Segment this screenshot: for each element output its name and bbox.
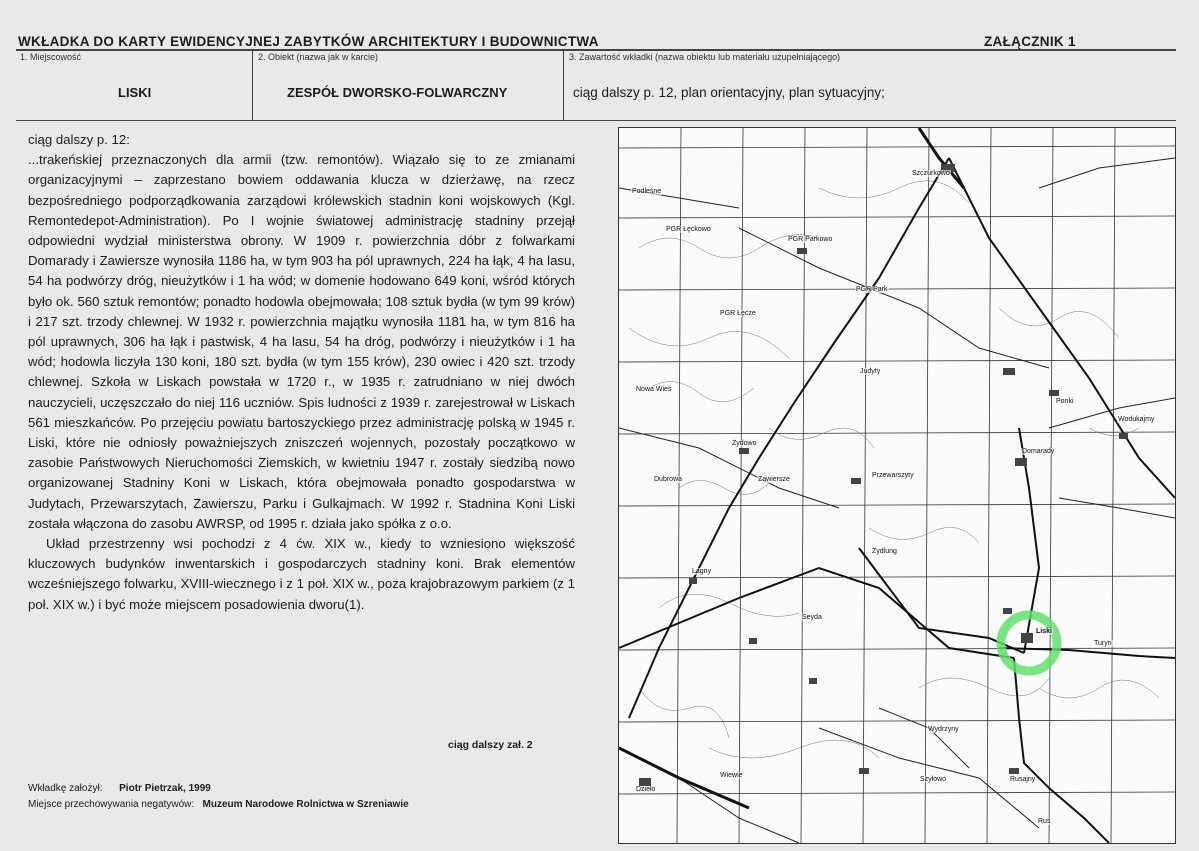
map-roads — [619, 158, 1175, 843]
content-label: 3. Zawartość wkładki (nazwa obiektu lub materiału uzupełniającego) — [569, 52, 841, 62]
map-grid — [619, 128, 1175, 843]
locality-label: 1. Miejscowość — [20, 52, 82, 62]
object-label: 2. Obiekt (nazwa jak w karcie) — [258, 52, 379, 62]
map-label-podlesne: Podleśne — [632, 188, 662, 195]
continuation-heading: ciąg dalszy p. 12: — [28, 132, 130, 147]
map-minor-roads — [619, 158, 1175, 843]
map-label-wodukajmy: Wodukajmy — [1118, 416, 1155, 423]
map-label-domarady: Domarady — [1022, 448, 1055, 455]
map-label-szczurkowo: Szczurkowo — [912, 170, 950, 177]
author-line — [28, 783, 211, 794]
locality-value: LISKI — [118, 85, 152, 100]
map-label-rusajny: Rusajny — [1010, 776, 1036, 783]
map-label-rus: Ruś — [1038, 818, 1051, 825]
map-label-seyda: Seyda — [802, 614, 822, 621]
map-label-nowa-wies: Nowa Wieś — [636, 386, 672, 393]
terrain-contours — [629, 181, 1159, 758]
map-label-wiewie: Wiewie — [720, 772, 743, 779]
author-value: Piotr Pietrzak, 1999 — [119, 783, 211, 794]
map-label-pgr-park: PGR Park — [856, 286, 888, 293]
author-label: Wkładkę założył: — [28, 783, 103, 794]
object-value: ZESPÓŁ DWORSKO-FOLWARCZNY — [287, 85, 508, 100]
map-label-zydlung: Zydlung — [872, 548, 897, 555]
attachment-number: ZAŁĄCZNIK 1 — [984, 34, 1076, 49]
negatives-value: Muzeum Narodowe Rolnictwa w Szreniawie — [202, 799, 409, 810]
field-divider-2 — [563, 50, 564, 120]
card-title: WKŁADKA DO KARTY EWIDENCYJNEJ ZABYTKÓW ARCHITEKTURY I BUDOWNICTWA — [18, 34, 599, 49]
header-top-rule — [16, 49, 1176, 51]
map-label-dzielo: Dzieło — [636, 786, 656, 793]
negatives-label: Miejsce przechowywania negatywów: — [28, 799, 195, 810]
map-label-przewarszyty: Przewarszyty — [872, 472, 914, 479]
description-text — [28, 130, 575, 615]
map-label-zawiersze: Zawiersze — [758, 476, 790, 483]
map-label-pgr-leckowo: PGR Łęckowo — [666, 226, 711, 233]
content-value: ciąg dalszy p. 12, plan orientacyjny, plan sytuacyjny; — [573, 85, 885, 100]
map-label-judyty: Judyty — [860, 368, 881, 375]
field-divider-1 — [252, 50, 253, 120]
map-label-dubrowa: Dubrowa — [654, 476, 683, 483]
paragraph-layout: Układ przestrzenny wsi pochodzi z 4 ćw. XIX w., kiedy to wzniesiono większość kluczowych budynków inwentarskich i gospodarczych stadniny koni. Brak elementów wcześniejszego folwarku, XVIII-wiecznego i z 1 poł. XIX w., poza krajobrazowym parkiem (z 1 poł. XIX w.) i być może miejscem posadowienia dworu(1). — [28, 536, 575, 612]
orientation-map — [618, 127, 1176, 844]
map-label-zydowo: Żydowo — [732, 440, 757, 447]
negatives-line — [28, 799, 409, 810]
map-label-turyn: Turyn — [1094, 640, 1112, 647]
continued-note: ciąg dalszy zał. 2 — [448, 739, 533, 751]
map-label-liski: Liski — [1036, 628, 1052, 635]
header-bottom-rule — [16, 120, 1176, 121]
map-label-wydrzyny: Wydrzyny — [928, 726, 959, 733]
paragraph-history: ...trakeńskiej przeznaczonych dla armii (tzw. remontów). Wiązało się to ze zmianami organizacyjnymi – zaprzestano bowiem oddawania klucza w dzierżawę, na rzecz bezpośredniego podporządkowania zarządowi królewskich stadnin koni wojskowych (Kgl. Remontedepot-Administration). Po I wojnie światowej administrację stadniny przejął odpowiedni wydział ministerstwa obrony. W 1909 r. powierzchnia dóbr z folwarkami Domarady i Zawiersze wynosiła 1186 ha, w tym 903 ha pól uprawnych, 224 ha łąk, 4 ha lasu, 54 ha podwórzy dróg, nieużytków i 1 ha wód; w domenie hodowano 649 koni, wśród których było ok. 560 sztuk remontów; ponadto hodowla obejmowała; 108 sztuk bydła (w tym 99 krów) i 217 szt. trzody chlewnej. W 1932 r. powierzchnia majątku wynosiła 1181 ha, w tym 816 ha pól uprawnych, 306 ha łąk i pastwisk, 4 ha lasu, 54 ha dróg, podwórzy i nieużytków i 1 ha wód; hodowla liczyła 130 koni, 180 szt. bydła (w tym 155 krów), 230 owiec i 420 szt. trzody chlewnej. Szkoła w Liskach powstała w 1720 r., w 1935 r. zatrudniano w niej dwóch nauczycieli, uczęszczało do niej 116 uczniów. Spis ludności z 1939 r. zarejestrował w Liskach 561 mieszkańców. Po przejęciu powiatu bartoszyckiego przez administrację polską w 1945 r. Liski, które nie odniosły poważniejszych zniszczeń wojennych, pozostały początkowo w zasobie Państwowych Nieruchomości Ziemskich, w kwietniu 1947 r. zostały siedzibą nowo organizowanej Stadniny Koni w Liskach, która obejmowała ponadto gospodarstwa w Judytach, Przewarszytach, Zawierszu, Parku i Gulkajmach. W 1992 r. Stadnina Koni Liski została włączona do zasobu AWRSP, od 1995 r. działa jako spółka z o.o. — [28, 152, 575, 531]
map-label-lagny: Lagny — [692, 568, 712, 575]
map-drawing — [619, 128, 1175, 843]
map-label-pgr-lecze: PGR Łęcze — [720, 310, 756, 317]
map-label-ponki: Ponki — [1056, 398, 1074, 405]
map-label-szylowo: Szyłowo — [920, 776, 947, 783]
map-label-pgr-parkowo: PGR Parkowo — [788, 236, 833, 243]
